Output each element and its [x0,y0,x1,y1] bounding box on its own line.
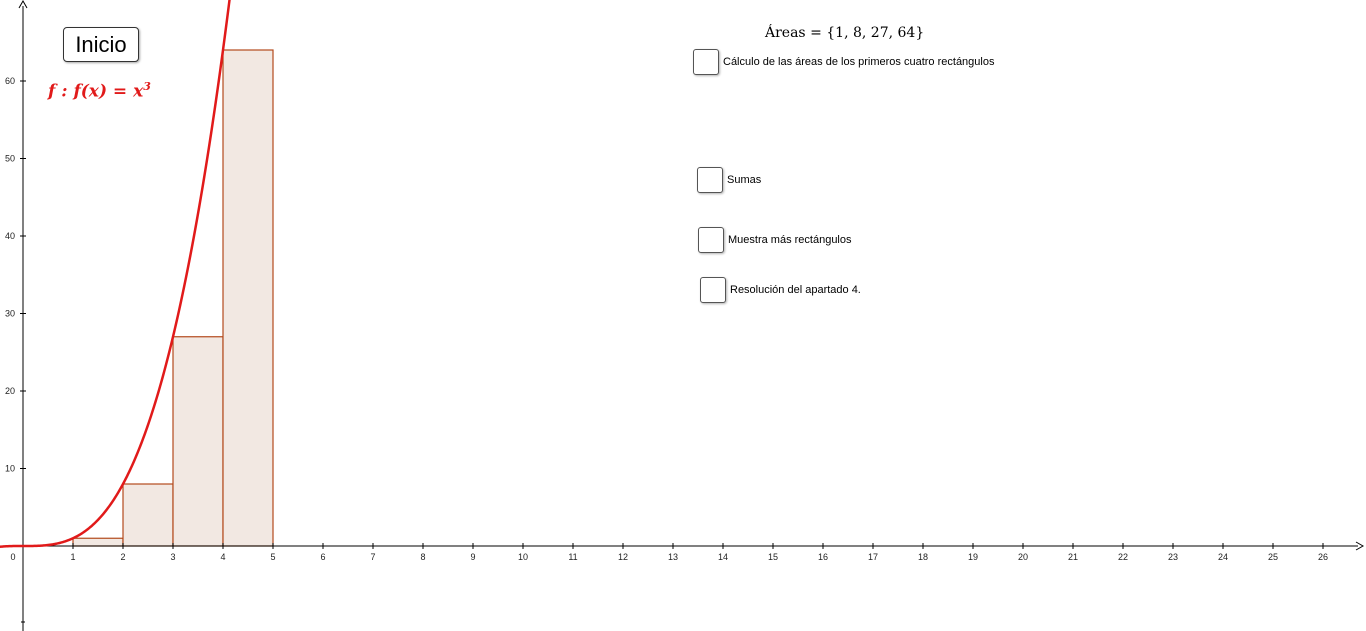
x-tick-label-6: 6 [320,552,326,562]
x-tick-label-1: 1 [70,552,76,562]
function-definition: f(x) = x [73,81,144,102]
checkbox-sumas[interactable] [697,167,723,193]
x-tick-label-2: 2 [120,552,126,562]
x-tick-label-18: 18 [917,552,929,562]
x-tick-label-13: 13 [667,552,679,562]
checkbox-resolucion[interactable] [700,277,726,303]
x-tick-label-24: 24 [1217,552,1229,562]
areas-text [765,25,924,41]
x-tick-label-21: 21 [1067,552,1079,562]
x-tick-label-11: 11 [568,552,578,562]
y-tick-label-50: 50 [4,153,15,164]
checkbox-row-sumas[interactable] [697,167,761,193]
riemann-rectangle-2 [123,484,173,546]
x-tick-label-3: 3 [170,552,176,562]
y-tick-label-40: 40 [4,231,15,241]
x-tick-label-5: 5 [270,552,276,562]
checkbox-row-calculo-areas[interactable] [693,49,994,75]
areas-values: {1, 8, 27, 64} [826,25,925,41]
checkbox-row-resolucion[interactable] [700,277,861,303]
x-tick-label-25: 25 [1267,552,1279,562]
riemann-rectangle-4 [223,50,273,546]
x-tick-label-15: 15 [767,552,779,562]
riemann-rectangles [73,50,273,546]
checkbox-row-mas-rectangulos[interactable] [698,227,852,253]
checkbox-label-resolucion[interactable]: Resolución del apartado 4. [730,284,861,296]
x-tick-label-23: 23 [1167,552,1179,562]
riemann-rectangle-1 [73,538,123,546]
y-tick-label-30: 30 [4,308,15,319]
x-tick-label-9: 9 [470,552,476,562]
x-tick-label-12: 12 [617,552,629,562]
x-tick-label-4: 4 [220,552,226,562]
x-tick-label-14: 14 [717,552,729,562]
riemann-rectangle-3 [173,337,223,546]
checkbox-label-mas-rectangulos[interactable]: Muestra más rectángulos [728,234,852,246]
x-tick-label-22: 22 [1117,552,1129,562]
areas-label: Áreas [765,25,806,41]
x-tick-label-26: 26 [1317,552,1329,562]
checkbox-mas-rectangulos[interactable] [698,227,724,253]
checkbox-calculo-areas[interactable] [693,49,719,75]
x-tick-label-8: 8 [420,552,426,562]
x-tick-label-7: 7 [370,552,376,562]
x-tick-label-16: 16 [817,552,829,562]
x-tick-label-0: 0 [10,552,16,562]
inicio-button[interactable]: Inicio [63,27,139,62]
y-tick-label-10: 10 [4,463,15,474]
checkbox-label-sumas[interactable]: Sumas [727,174,762,186]
x-tick-label-17: 17 [867,552,879,562]
x-tick-label-20: 20 [1017,552,1029,562]
function-label[interactable]: f : $f(x) = x^3$ [48,80,151,102]
x-tick-label-10: 10 [517,552,529,562]
function-exponent: 3 [143,80,151,93]
y-tick-label-20: 20 [4,386,15,396]
x-tick-label-19: 19 [967,552,979,562]
function-name: f [48,81,56,102]
checkbox-label-calculo-areas[interactable]: Cálculo de las áreas de los primeros cuatro rectángulos [723,56,995,68]
areas-equals: = [810,25,822,41]
y-tick-label-60: 60 [4,76,15,86]
